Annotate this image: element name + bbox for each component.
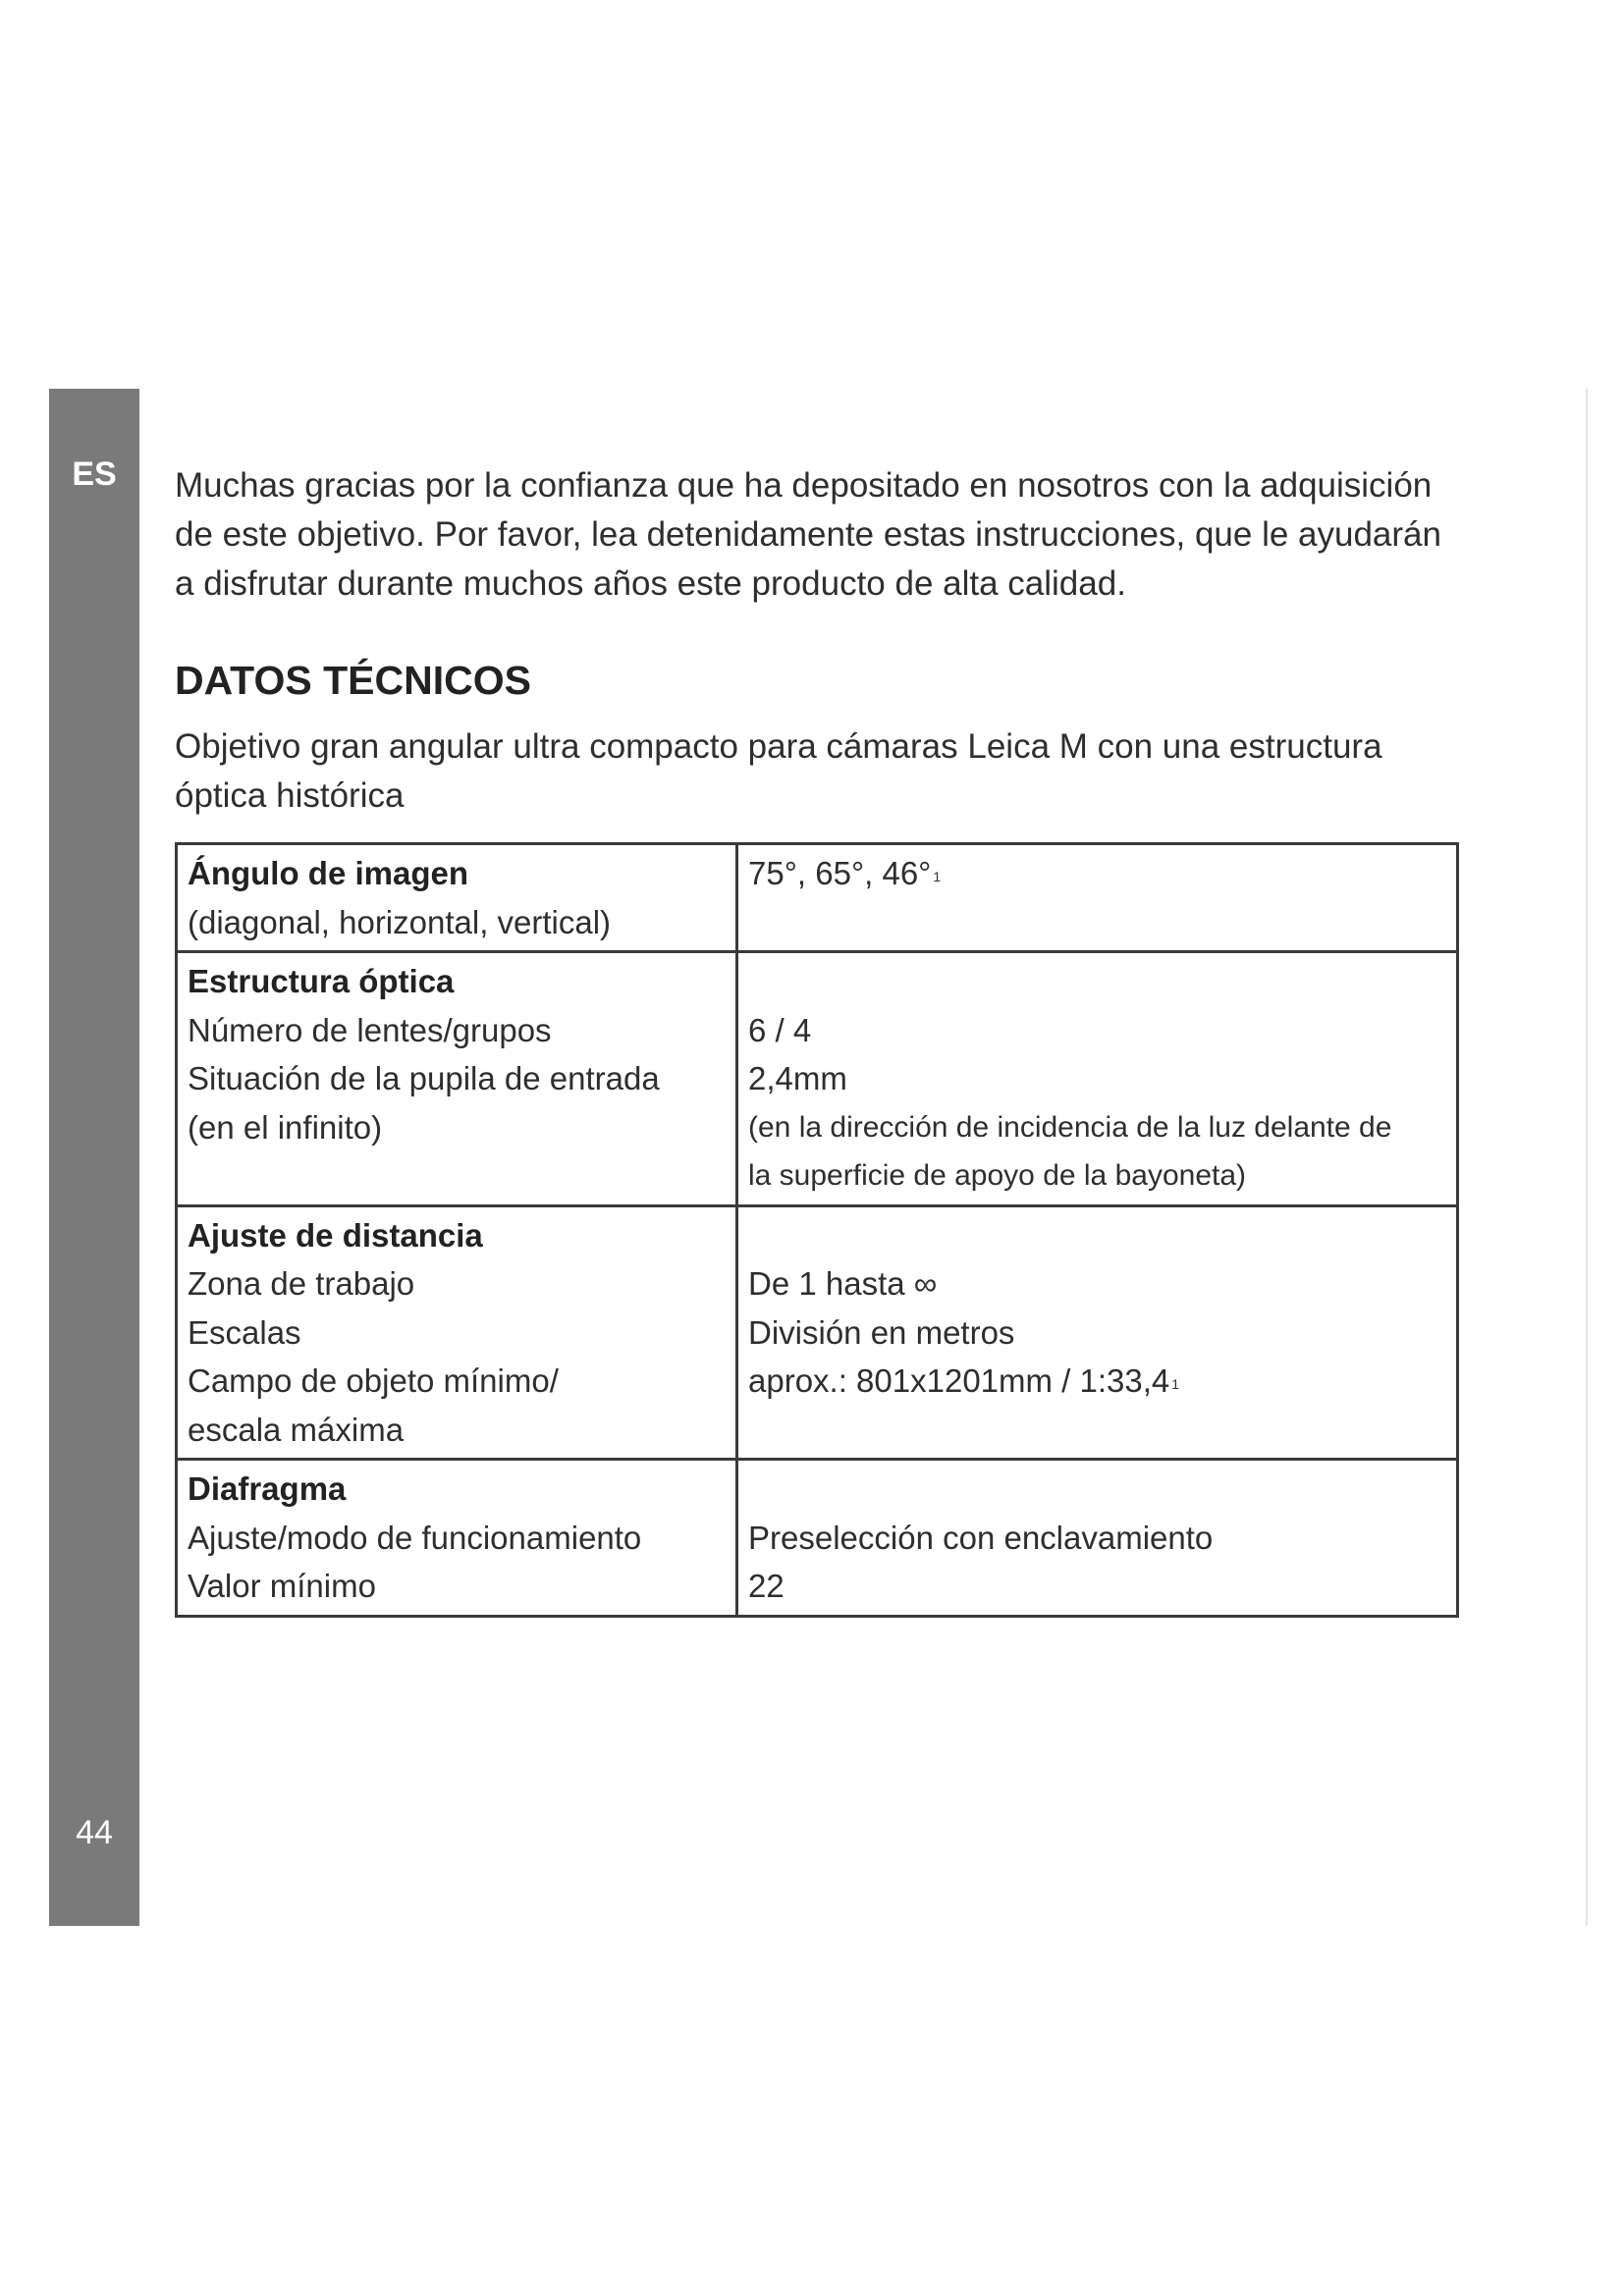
angle-value-line — [748, 849, 1446, 898]
aperture-value-1: Preselección con enclavamiento — [748, 1519, 1214, 1556]
optics-label-3: (en el infinito) — [188, 1108, 383, 1146]
section-heading: DATOS TÉCNICOS — [175, 658, 531, 703]
focus-value-cell — [737, 1205, 1458, 1460]
angle-footnote: 1 — [933, 869, 942, 884]
spec-table — [175, 842, 1459, 1618]
focus-value-3: aprox.: 801x1201mm / 1:33,4 — [748, 1362, 1170, 1399]
language-label: ES — [72, 455, 117, 493]
optics-value-cell — [737, 952, 1458, 1206]
aperture-label-2: Valor mínimo — [188, 1568, 376, 1604]
focus-title: Ajuste de distancia — [188, 1216, 483, 1254]
angle-value-cell — [737, 844, 1458, 952]
focus-label-2: Escalas — [188, 1313, 301, 1351]
optics-label-cell — [177, 952, 737, 1206]
table-row-optics — [177, 952, 1458, 1206]
focus-footnote: 1 — [1171, 1376, 1180, 1392]
optics-label-2: Situación de la pupila de entrada — [188, 1060, 660, 1096]
page-number: 44 — [76, 1814, 113, 1851]
optics-title: Estructura óptica — [188, 963, 455, 999]
table-row-aperture — [177, 1460, 1458, 1617]
sidebar-band — [49, 389, 139, 1926]
optics-note-1: (en la dirección de incidencia de la luz delante de — [748, 1110, 1392, 1144]
aperture-title: Diafragma — [188, 1470, 347, 1507]
table-row-focus — [177, 1205, 1458, 1460]
optics-value-2: 2,4mm — [748, 1060, 847, 1096]
aperture-label-cell — [177, 1460, 737, 1617]
aperture-value-cell — [737, 1460, 1458, 1617]
focus-value-2: División en metros — [748, 1313, 1015, 1351]
focus-value-3-line — [748, 1357, 1446, 1406]
intro-paragraph: Muchas gracias por la confianza que ha depositado en nosotros con la adquisición de este objetivo. Por favor, lea detenidamente estas instrucciones, que le ayudarán a disfrutar durante muchos años este producto de alta calidad. — [175, 466, 1441, 603]
optics-value-1: 6 / 4 — [748, 1011, 812, 1048]
focus-label-4: escala máxima — [188, 1411, 405, 1448]
focus-label-3: Campo de objeto mínimo/ — [188, 1362, 559, 1399]
page-content — [175, 461, 1461, 1618]
angle-label-cell — [177, 844, 737, 952]
table-row-angle — [177, 844, 1458, 952]
angle-title: Ángulo de imagen — [188, 855, 469, 891]
aperture-value-2: 22 — [748, 1568, 785, 1604]
focus-label-1: Zona de trabajo — [188, 1265, 415, 1302]
page-edge-line — [1586, 389, 1588, 1926]
aperture-label-1: Ajuste/modo de funcionamiento — [188, 1519, 642, 1556]
optics-label-1: Número de lentes/grupos — [188, 1011, 552, 1048]
angle-label: (diagonal, horizontal, vertical) — [188, 903, 612, 940]
optics-note-2: la superficie de apoyo de la bayoneta) — [748, 1159, 1247, 1192]
focus-label-cell — [177, 1205, 737, 1460]
focus-value-1: De 1 hasta ∞ — [748, 1265, 938, 1302]
section-subtitle: Objetivo gran angular ultra compacto para cámaras Leica M con una estructura óptica histórica — [175, 727, 1382, 815]
angle-value: 75°, 65°, 46° — [748, 855, 932, 891]
